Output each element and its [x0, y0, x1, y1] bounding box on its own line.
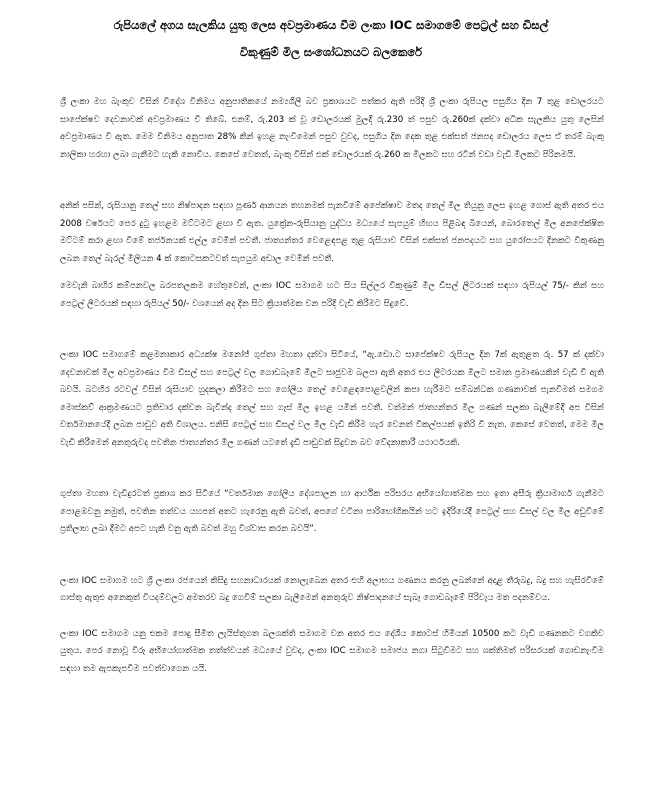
- paragraph-md-statement: ලංකා IOC සමාගමේ කළමනාකාර අධ්‍යක්ෂ මනෝජ් ගුප්තා මහතා දන්වා සිටියේ, “ඇ.ඩො.ට සාපේක්ෂව රුපියල දින 7ක් ඇතුළත රු. 57 ක් දක්වා දෙවනාවක් මිල අවප්‍රමාණය වීම ඩීසල් සහ පෙට්‍රල් වල ගොඩබෑමේ මිලට සෘජුවම බලපා ඇති අතර එය ලීටරයක මිලට සමාන ප්‍රමාණයකින් වැඩි වී ඇති බවයි. බටහිර රටවල් විසින් රුසියාව හුදකලා කිරීමට සහ ගෝලීය තෙල් වෙළෙඳපොළවලින් කපා හැරීමට සම්බන්ධක ගණනාවක් පැනවීමත් සමගම මොස්කව් ආක්‍රමණයට ප්‍රතිචාර දක්වන බැවින්ද තෙල් සහ ගෑස් මිල ඉහළ යමින් පවතී. වත්මන් ජාත්‍යන්තර මිල ගණන් සලකා බැලීමේදී අප විසින් වර්තමානයේදී ලබන පාඩුව අති විශාලය. එනිසි පෙට්‍රල් සහ ඩීසල් වල මිල වැඩි කිරීම හැර වෙනත් විකල්පයක් ඉතිරි වී නැත. කෙසේ වෙතත්, මෙම මිල වැඩි කිරීමෙන් අනතුරුවද පවතින ජාත්‍යන්තර මිල ගණන් යටතේ දැඩි පාඩුවක් සිදුවන බව වේදනාකාරී යථාර්ථයකි.: [60, 350, 604, 448]
- paragraph-company-profile: ලංකා IOC සමාගම යනු එකම පොදු සීමිත ලැයිස්තුගත බලශක්ති සමාගම වන අතර එය දේශීය කොටස් හිමියන් 10500 කට වැඩි ගණනකට වගකිව යුතුය. පෙර නොවූ විරූ අභියෝගාත්මක තත්ත්වයන් මධ්‍යයේ වුවද, ලංකා IOC සමාගම සමාජය නගා සිටුවීමට සහ ශක්තිමත් පරිසරයක් ගොඩනැංවීම සඳහා තම ඇපකැපවීම පවත්වාගෙන යයි.: [60, 628, 604, 674]
- article-title-line-1: රුපියලේ අගය සැලකිය යුතු ලෙස අවප්‍රමාණය වීම ලංකා IOC සමාගමේ පෙට්‍රල් සහ ඩීසල්: [113, 18, 549, 32]
- article-title: [58, 12, 604, 66]
- paragraph-md-quote: ගුප්තා මහතා වැඩිදුරටත් ප්‍රකාශ කර සිටියේ “වර්තමාන ගෝලීය දේශපාලන හා ආර්ථික පරිසරය අභියෝගාත්මක සහ ඉතා අසීරු ක්‍රියාමාර්ග ගැනීමට පොළඹවනු නමුත්, පවතින තත්වය යහපත් අතට හැරෙනු ඇති බවත්, අපගේ වටිනා පාරිභෝගිකයින් හට ඉදිරියේදී පෙට්‍රල් සහ ඩීසල් වල මිල අඩුවීමේ ප්‍රතිලාභ ලබා දීමට අපට හැකි වනු ඇති බවත් ඔහු විශ්වාස කරන බවයි”.: [60, 489, 605, 534]
- article-title-line-2: විකුණුම් මිල සංශෝධනයට බලකෙරේ: [239, 45, 423, 59]
- paragraph-price-increase: මෙවැනි බාහිර කම්පනවල බරපතලකම හේතුවෙන්, ලංකා IOC සමාගම හට සිය සිල්ලර විකුණුම් මිල ඩීසල් ලීටරයක් සඳහා රුපියල් 75/- කින් සහ පෙට්‍රල් ලීටරයක් සඳහා රුපියල් 50/- වශයෙන් අද දින සිට ක්‍රියාත්මක වන පරිදි වැඩි කිරීමට සිදුවේ.: [60, 281, 604, 309]
- paragraph-no-subsidy: ලංකා IOC සමාගම හට ශ්‍රී ලංකා රජයෙන් කිසිදු සහනාධාරයක් නොලැබෙන අතර එහි අලාභය ගණනය කරනු ලබන්නේ අදාළ තීරුබදු, බදු සහ හැසිරවීමේ ගාස්තු ඇතුළු අනෙකුත් වියදම්වලට අමතරව බදු ගෙවීම් සලකා බැලීමෙන් අනතුරුව නිෂ්පාදනයේ සැබෑ ගොඩබෑමේ පිරිවැය මත පදනම්වය.: [60, 575, 604, 603]
- paragraph-oil-prices: අනික් පසින්, රුසියානු තෙල් සහ නිෂ්පාදන සඳහා පූර්ණ ආනයන තහනමක් පැනවීමේ අපේක්ෂාව මතද තෙල් මිල තියුනු ලෙස ඉහළ ගොස් ඇති අතර එය 2008 වර්ෂයට පෙර දුටු ඉහළම මට්ටමට ළඟා වී ඇත. යුක්‍රේන-රුසියානු යුද්ධය මධ්‍යයේ සැපයුම් හිඟය පිළිබඳ බියෙන්, බොරතෙල් මිල අනපේක්ෂිත මට්ටම් කරා ළඟා වීමේ තර්ජනයක් එල්ල වෙමින් පවතී. ජාත්‍යන්තර වෙළෙඳපළ තුළ රුසියාව විසින් එක්සත් ජනපදයට සහ යුරෝපයට දිනකට විකුණනු ලබන තෙල් බැරල් මිලියන 4 ක් කොටසකටවත් සැපයුම අඩාල වෙමින් පවතී.: [60, 201, 604, 264]
- paragraph-rupee-depreciation: ශ්‍රී ලංකා මහ බැංකුව විසින් විදේශ විනිමය අනුපාතිකයේ නම්‍යශීලී බව ප්‍රකාශයට පත්කර ඇති පරිදි ශ්‍රී ලංකා රුපියල පසුගිය දින 7 තුළ ඩොලරයට සාපේක්ෂව දෙවනාවක් අවප්‍රමාණය වී තිබේ. එනම්, රු.203 ක් වූ ඩොලරයක් මුලදී රු.230 ත් පසුව රු.260ක් දක්වා අධික සැලකිය යුතු ලෙසින් අවප්‍රමාණය වී ඇත. මෙම විනිමය අනුපාත 28% කින් ඉහළ නැංවීමෙන් පසුව වුවද, පසුගිය දින දෙක තුළ එක්සත් ජනපද ඩොලරය ලෙස ඒ තරම් බැංකු නාලිකා හරහා ලබා ගැනීමට හැකි නොවීය. කෙසේ වෙතත්, බැංකු විසින් එක් ඩොලරයක් රු.260 ක මිලකට සහ රටින් වඩා වැඩි මිලකට පිරිනමයි.: [60, 97, 604, 160]
